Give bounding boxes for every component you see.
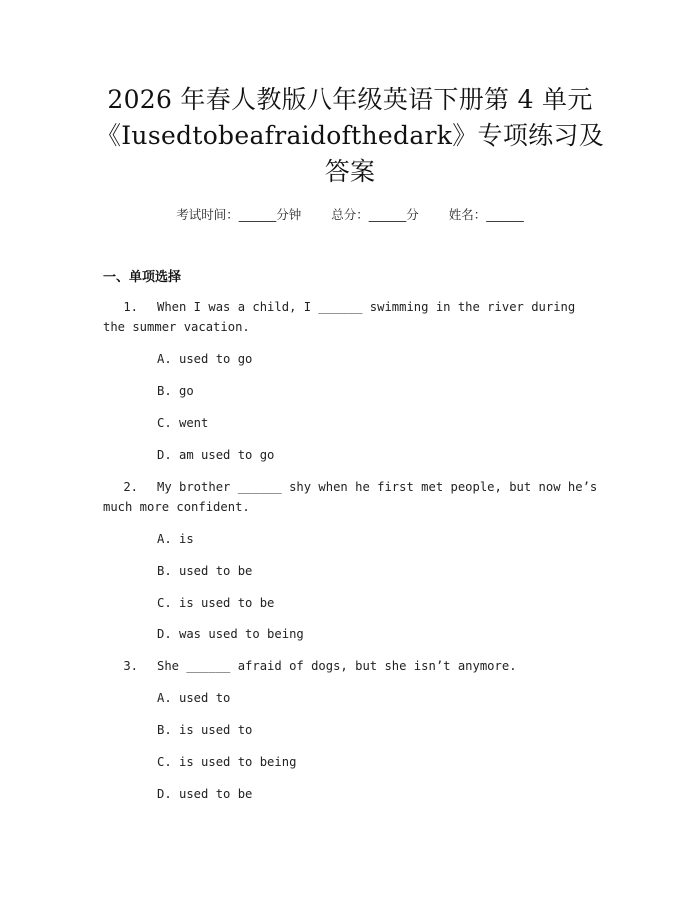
option-b: B. used to be bbox=[157, 564, 253, 578]
total-score-field: 总分：______分 bbox=[331, 207, 419, 222]
option-c: C. is used to be bbox=[157, 596, 275, 610]
option-b: B. is used to bbox=[157, 723, 253, 737]
question-number: 3. bbox=[123, 659, 138, 673]
question-2 bbox=[103, 477, 603, 517]
question-text: My brother ______ shy when he first met people, but now he’s much more confident. bbox=[103, 480, 598, 514]
option-c: C. is used to being bbox=[157, 755, 297, 769]
option-a: A. used to go bbox=[157, 352, 253, 366]
title-line-1: 2026 年春人教版八年级英语下册第 4 单元 bbox=[107, 85, 593, 114]
option-a: A. is bbox=[157, 532, 194, 546]
exam-info-line bbox=[0, 205, 700, 223]
section-heading: 一、单项选择 bbox=[103, 270, 182, 285]
question-number: 1. bbox=[123, 300, 138, 314]
question-text: She ______ afraid of dogs, but she isn’t anymore. bbox=[157, 659, 517, 673]
option-d: D. was used to being bbox=[157, 627, 304, 641]
document-title bbox=[70, 82, 630, 190]
option-c: C. went bbox=[157, 416, 209, 430]
question-3 bbox=[103, 656, 603, 676]
option-b: B. go bbox=[157, 384, 194, 398]
student-name-field: 姓名：______ bbox=[448, 207, 524, 222]
option-d: D. am used to go bbox=[157, 448, 275, 462]
title-line-3: 答案 bbox=[324, 157, 376, 186]
option-a: A. used to bbox=[157, 691, 231, 705]
title-line-2: 《Iusedtobeafraidofthedark》专项练习及 bbox=[95, 121, 605, 150]
question-number: 2. bbox=[123, 480, 138, 494]
question-text: When I was a child, I ______ swimming in the river during the summer vacation. bbox=[103, 300, 576, 334]
option-d: D. used to be bbox=[157, 787, 253, 801]
exam-time-field: 考试时间：______分钟 bbox=[176, 207, 302, 222]
question-1 bbox=[103, 297, 603, 337]
